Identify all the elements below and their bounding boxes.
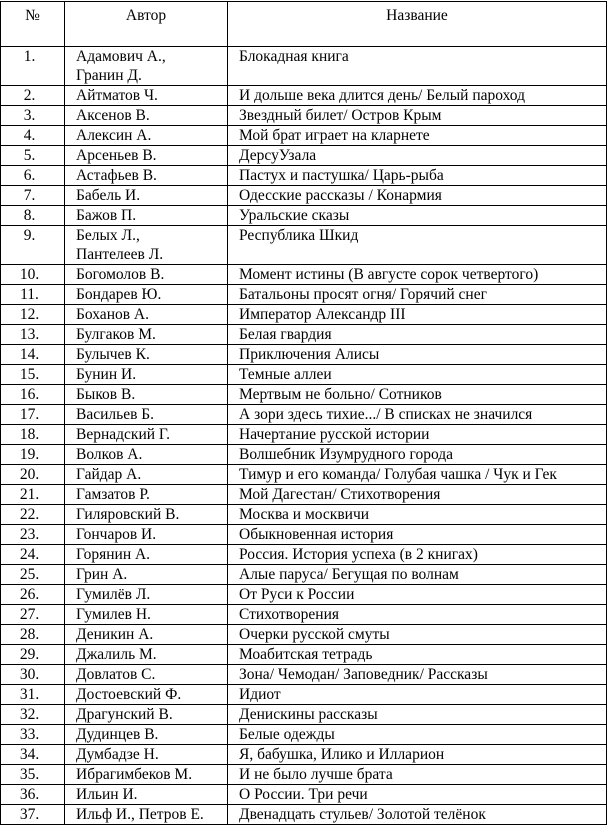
- table-row: [1, 485, 607, 505]
- table-row: [1, 226, 607, 265]
- author-line: Гончаров И.: [76, 526, 157, 543]
- author-line: Вернадский Г.: [76, 426, 170, 443]
- title-cell: Я, бабушка, Илико и Илларион: [228, 745, 607, 765]
- author-line: Бунин И.: [76, 366, 137, 383]
- table-row: [1, 525, 607, 545]
- title-cell: Волшебник Изумрудного города: [228, 445, 607, 465]
- table-row: [1, 206, 607, 226]
- table-body: [1, 47, 607, 825]
- title-cell: От Руси к России: [228, 585, 607, 605]
- author-cell: [65, 745, 228, 765]
- author-cell: [65, 385, 228, 405]
- author-cell: [65, 605, 228, 625]
- table-row: [1, 445, 607, 465]
- row-number: 28.: [1, 625, 65, 645]
- row-number: 32.: [1, 705, 65, 725]
- row-number: 21.: [1, 485, 65, 505]
- table-row: [1, 505, 607, 525]
- author-cell: [65, 465, 228, 485]
- title-cell: Обыкновенная история: [228, 525, 607, 545]
- title-cell: Двенадцать стульев/ Золотой телёнок: [228, 805, 607, 825]
- title-cell: Моабитская тетрадь: [228, 645, 607, 665]
- title-cell: ДерсуУзала: [228, 146, 607, 166]
- row-number: 6.: [1, 166, 65, 186]
- title-cell: Начертание русской истории: [228, 425, 607, 445]
- title-cell: Блокадная книга: [228, 47, 607, 86]
- author-cell: [65, 206, 228, 226]
- table-row: [1, 285, 607, 305]
- row-number: 3.: [1, 106, 65, 126]
- author-cell: [65, 585, 228, 605]
- title-cell: Республика Шкид: [228, 226, 607, 265]
- author-cell: [65, 445, 228, 465]
- author-line: Пантелеев Л.: [76, 246, 164, 263]
- row-number: 25.: [1, 565, 65, 585]
- author-line: Булычев К.: [76, 346, 150, 363]
- table-row: [1, 745, 607, 765]
- author-cell: [65, 365, 228, 385]
- author-line: Гамзатов Р.: [76, 486, 150, 503]
- author-cell: [65, 785, 228, 805]
- book-list-table: [0, 1, 607, 825]
- author-cell: [65, 126, 228, 146]
- author-line: Гранин Д.: [76, 67, 142, 84]
- row-number: 27.: [1, 605, 65, 625]
- table-row: [1, 146, 607, 166]
- author-line: Гайдар А.: [76, 466, 142, 483]
- table-row: [1, 86, 607, 106]
- author-cell: [65, 625, 228, 645]
- title-cell: И не было лучше брата: [228, 765, 607, 785]
- title-cell: Белая гвардия: [228, 325, 607, 345]
- table-row: [1, 106, 607, 126]
- author-line: Боханов А.: [76, 306, 149, 323]
- author-line: Ильин И.: [76, 786, 138, 803]
- author-cell: [65, 405, 228, 425]
- title-cell: А зори здесь тихие.../ В списках не значился: [228, 405, 607, 425]
- title-cell: Мой Дагестан/ Стихотворения: [228, 485, 607, 505]
- row-number: 31.: [1, 685, 65, 705]
- author-cell: [65, 765, 228, 785]
- author-line: Дудинцев В.: [76, 726, 159, 743]
- title-cell: Приключения Алисы: [228, 345, 607, 365]
- table-row: [1, 126, 607, 146]
- title-cell: Мертвым не больно/ Сотников: [228, 385, 607, 405]
- author-cell: [65, 305, 228, 325]
- author-cell: [65, 285, 228, 305]
- table-row: [1, 545, 607, 565]
- row-number: 33.: [1, 725, 65, 745]
- title-cell: Батальоны просят огня/ Горячий снег: [228, 285, 607, 305]
- row-number: 29.: [1, 645, 65, 665]
- author-cell: [65, 545, 228, 565]
- title-cell: Одесские рассказы / Конармия: [228, 186, 607, 206]
- author-line: Достоевский Ф.: [76, 686, 182, 703]
- author-line: Горянин А.: [76, 546, 151, 563]
- author-line: Бажов П.: [76, 207, 137, 224]
- author-cell: [65, 505, 228, 525]
- title-cell: И дольше века длится день/ Белый пароход: [228, 86, 607, 106]
- title-cell: Зона/ Чемодан/ Заповедник/ Рассказы: [228, 665, 607, 685]
- author-line: Деникин А.: [76, 626, 154, 643]
- row-number: 1.: [1, 47, 65, 86]
- table-row: [1, 625, 607, 645]
- author-line: Белых Л.,: [76, 227, 140, 244]
- row-number: 36.: [1, 785, 65, 805]
- row-number: 12.: [1, 305, 65, 325]
- table-row: [1, 765, 607, 785]
- row-number: 26.: [1, 585, 65, 605]
- table-row: [1, 705, 607, 725]
- table-row: [1, 385, 607, 405]
- author-line: Ибрагимбеков М.: [76, 766, 193, 783]
- title-cell: Император Александр III: [228, 305, 607, 325]
- author-cell: [65, 705, 228, 725]
- row-number: 18.: [1, 425, 65, 445]
- row-number: 5.: [1, 146, 65, 166]
- table-row: [1, 405, 607, 425]
- author-line: Джалиль М.: [76, 646, 157, 663]
- row-number: 15.: [1, 365, 65, 385]
- table-row: [1, 585, 607, 605]
- author-line: Адамович А.,: [76, 48, 166, 65]
- author-line: Айтматов Ч.: [76, 87, 158, 104]
- title-cell: Пастух и пастушка/ Царь-рыба: [228, 166, 607, 186]
- author-line: Гиляровский В.: [76, 506, 180, 523]
- row-number: 7.: [1, 186, 65, 206]
- table-row: [1, 605, 607, 625]
- row-number: 10.: [1, 265, 65, 285]
- table-row: [1, 265, 607, 285]
- row-number: 14.: [1, 345, 65, 365]
- title-cell: Мой брат играет на кларнете: [228, 126, 607, 146]
- author-line: Алексин А.: [76, 127, 152, 144]
- author-cell: [65, 685, 228, 705]
- row-number: 13.: [1, 325, 65, 345]
- row-number: 24.: [1, 545, 65, 565]
- author-cell: [65, 525, 228, 545]
- author-cell: [65, 265, 228, 285]
- author-cell: [65, 665, 228, 685]
- title-cell: О России. Три речи: [228, 785, 607, 805]
- title-cell: Россия. История успеха (в 2 книгах): [228, 545, 607, 565]
- row-number: 9.: [1, 226, 65, 265]
- author-line: Астафьев В.: [76, 167, 157, 184]
- author-line: Аксенов В.: [76, 107, 150, 124]
- row-number: 20.: [1, 465, 65, 485]
- title-cell: Москва и москвичи: [228, 505, 607, 525]
- author-line: Гумилев Н.: [76, 606, 151, 623]
- row-number: 23.: [1, 525, 65, 545]
- row-number: 16.: [1, 385, 65, 405]
- table-row: [1, 425, 607, 445]
- author-line: Быков В.: [76, 386, 136, 403]
- table-row: [1, 365, 607, 385]
- table-header-row: [1, 2, 607, 47]
- author-line: Думбадзе Н.: [76, 746, 159, 763]
- author-cell: [65, 146, 228, 166]
- author-line: Грин А.: [76, 566, 128, 583]
- title-cell: Момент истины (В августе сорок четвертого): [228, 265, 607, 285]
- table-row: [1, 465, 607, 485]
- title-cell: Очерки русской смуты: [228, 625, 607, 645]
- title-cell: Стихотворения: [228, 605, 607, 625]
- author-cell: [65, 186, 228, 206]
- author-cell: [65, 86, 228, 106]
- row-number: 17.: [1, 405, 65, 425]
- author-cell: [65, 425, 228, 445]
- author-cell: [65, 345, 228, 365]
- table-row: [1, 166, 607, 186]
- title-cell: Идиот: [228, 685, 607, 705]
- title-cell: Денискины рассказы: [228, 705, 607, 725]
- row-number: 2.: [1, 86, 65, 106]
- table-row: [1, 665, 607, 685]
- title-cell: Темные аллеи: [228, 365, 607, 385]
- table-row: [1, 345, 607, 365]
- author-cell: [65, 106, 228, 126]
- row-number: 30.: [1, 665, 65, 685]
- title-cell: Белые одежды: [228, 725, 607, 745]
- row-number: 35.: [1, 765, 65, 785]
- author-cell: [65, 645, 228, 665]
- title-cell: Тимур и его команда/ Голубая чашка / Чук и Гек: [228, 465, 607, 485]
- author-cell: [65, 226, 228, 265]
- row-number: 8.: [1, 206, 65, 226]
- row-number: 34.: [1, 745, 65, 765]
- author-line: Довлатов С.: [76, 666, 156, 683]
- row-number: 11.: [1, 285, 65, 305]
- row-number: 19.: [1, 445, 65, 465]
- author-cell: [65, 565, 228, 585]
- row-number: 22.: [1, 505, 65, 525]
- author-line: Гумилёв Л.: [76, 586, 151, 603]
- table-row: [1, 305, 607, 325]
- author-line: Ильф И., Петров Е.: [76, 806, 204, 823]
- table-row: [1, 685, 607, 705]
- header-author: Автор: [65, 2, 228, 47]
- author-line: Булгаков М.: [76, 326, 156, 343]
- author-cell: [65, 325, 228, 345]
- author-line: Васильев Б.: [76, 406, 155, 423]
- title-cell: Уральские сказы: [228, 206, 607, 226]
- title-cell: Алые паруса/ Бегущая по волнам: [228, 565, 607, 585]
- author-line: Драгунский В.: [76, 706, 173, 723]
- table-row: [1, 186, 607, 206]
- author-line: Бондарев Ю.: [76, 286, 162, 303]
- table-row: [1, 47, 607, 86]
- author-cell: [65, 47, 228, 86]
- author-line: Арсеньев В.: [76, 147, 157, 164]
- author-cell: [65, 485, 228, 505]
- row-number: 4.: [1, 126, 65, 146]
- header-title: Название: [228, 2, 607, 47]
- author-line: Волков А.: [76, 446, 143, 463]
- author-line: Бабель И.: [76, 187, 141, 204]
- table-row: [1, 645, 607, 665]
- table-row: [1, 725, 607, 745]
- author-cell: [65, 725, 228, 745]
- table-row: [1, 565, 607, 585]
- table-row: [1, 785, 607, 805]
- author-line: Богомолов В.: [76, 266, 165, 283]
- title-cell: Звездный билет/ Остров Крым: [228, 106, 607, 126]
- header-num: №: [1, 2, 65, 47]
- row-number: 37.: [1, 805, 65, 825]
- table-row: [1, 325, 607, 345]
- author-cell: [65, 166, 228, 186]
